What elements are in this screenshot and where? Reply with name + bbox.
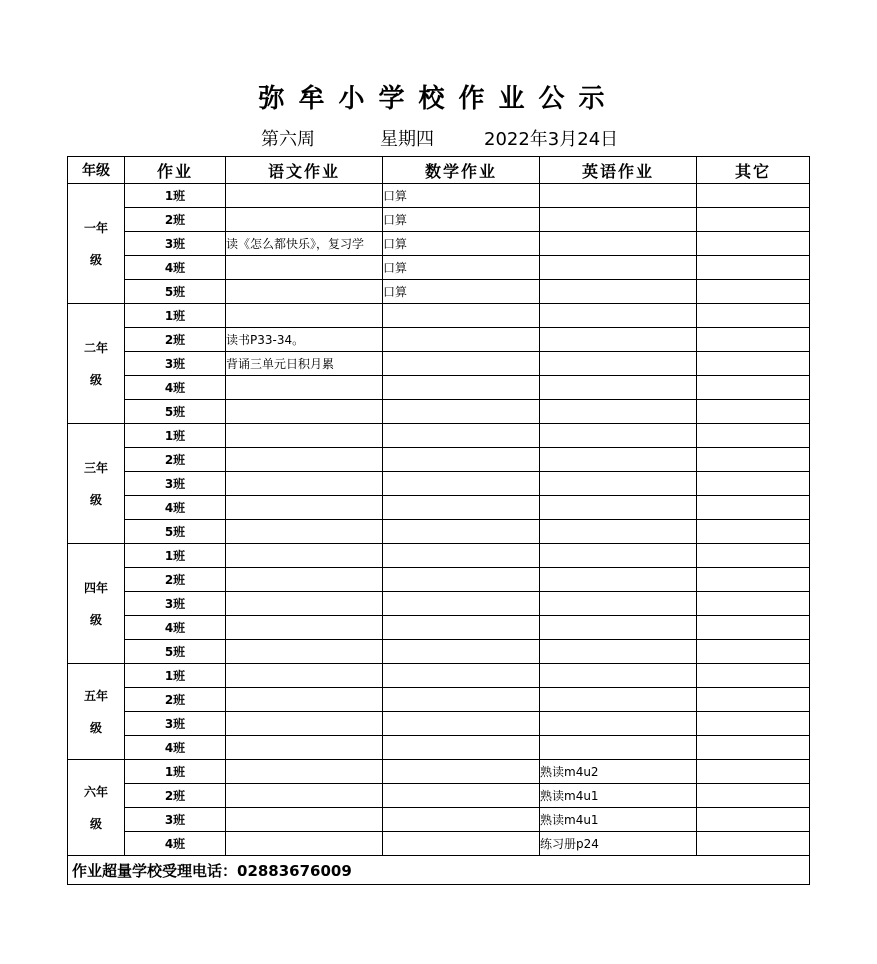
other-homework-cell (697, 352, 810, 376)
english-homework-cell (540, 640, 697, 664)
other-homework-cell (697, 664, 810, 688)
table-row (68, 808, 810, 832)
other-homework-cell (697, 616, 810, 640)
homework-table (67, 156, 810, 885)
english-homework-cell: 熟读m4u2 (540, 760, 697, 784)
math-homework-cell (383, 760, 540, 784)
english-homework-cell (540, 496, 697, 520)
other-homework-cell (697, 688, 810, 712)
chinese-homework-cell (226, 304, 383, 328)
math-homework-cell (383, 544, 540, 568)
math-homework-cell (383, 472, 540, 496)
english-homework-cell (540, 352, 697, 376)
table-row (68, 472, 810, 496)
math-homework-cell: 口算 (383, 232, 540, 256)
table-row (68, 832, 810, 856)
chinese-homework-cell (226, 832, 383, 856)
english-homework-cell (540, 424, 697, 448)
table-row (68, 280, 810, 304)
class-cell: 4班 (125, 256, 226, 280)
other-homework-cell (697, 520, 810, 544)
table-row (68, 616, 810, 640)
math-homework-cell (383, 376, 540, 400)
table-row (68, 760, 810, 784)
english-homework-cell (540, 520, 697, 544)
class-cell: 5班 (125, 400, 226, 424)
class-cell: 5班 (125, 640, 226, 664)
chinese-homework-cell (226, 208, 383, 232)
column-header-english: 英语作业 (540, 157, 697, 184)
chinese-homework-cell (226, 520, 383, 544)
column-header-other: 其它 (697, 157, 810, 184)
class-cell: 1班 (125, 760, 226, 784)
class-cell: 3班 (125, 712, 226, 736)
other-homework-cell (697, 760, 810, 784)
english-homework-cell (540, 184, 697, 208)
table-row (68, 544, 810, 568)
other-homework-cell (697, 424, 810, 448)
grade-cell: 一年 级 (68, 184, 125, 304)
math-homework-cell (383, 424, 540, 448)
english-homework-cell (540, 592, 697, 616)
other-homework-cell (697, 400, 810, 424)
english-homework-cell (540, 232, 697, 256)
math-homework-cell (383, 712, 540, 736)
class-cell: 1班 (125, 544, 226, 568)
chinese-homework-cell (226, 400, 383, 424)
math-homework-cell (383, 784, 540, 808)
date-label: 2022年3月24日 (484, 129, 619, 150)
class-cell: 2班 (125, 328, 226, 352)
other-homework-cell (697, 592, 810, 616)
other-homework-cell (697, 808, 810, 832)
grade-cell: 五年 级 (68, 664, 125, 760)
chinese-homework-cell (226, 640, 383, 664)
table-row (68, 184, 810, 208)
math-homework-cell (383, 400, 540, 424)
other-homework-cell (697, 472, 810, 496)
math-homework-cell (383, 592, 540, 616)
class-cell: 4班 (125, 616, 226, 640)
chinese-homework-cell (226, 496, 383, 520)
other-homework-cell (697, 496, 810, 520)
chinese-homework-cell (226, 280, 383, 304)
grade-cell: 六年 级 (68, 760, 125, 856)
class-cell: 2班 (125, 784, 226, 808)
english-homework-cell: 熟读m4u1 (540, 808, 697, 832)
column-header-grade: 年级 (68, 157, 125, 184)
math-homework-cell: 口算 (383, 256, 540, 280)
class-cell: 3班 (125, 352, 226, 376)
chinese-homework-cell (226, 736, 383, 760)
table-row (68, 496, 810, 520)
table-row (68, 376, 810, 400)
english-homework-cell (540, 328, 697, 352)
english-homework-cell (540, 544, 697, 568)
class-cell: 2班 (125, 688, 226, 712)
grade-cell: 四年 级 (68, 544, 125, 664)
class-cell: 3班 (125, 472, 226, 496)
complaint-phone-note: 作业超量学校受理电话：02883676009 (68, 856, 810, 885)
table-row (68, 688, 810, 712)
chinese-homework-cell (226, 472, 383, 496)
class-cell: 3班 (125, 808, 226, 832)
chinese-homework-cell (226, 808, 383, 832)
english-homework-cell (540, 712, 697, 736)
column-header-homework: 作业 (125, 157, 226, 184)
table-row (68, 640, 810, 664)
math-homework-cell (383, 832, 540, 856)
other-homework-cell (697, 544, 810, 568)
class-cell: 1班 (125, 664, 226, 688)
table-row (68, 664, 810, 688)
chinese-homework-cell (226, 424, 383, 448)
other-homework-cell (697, 208, 810, 232)
other-homework-cell (697, 232, 810, 256)
math-homework-cell (383, 304, 540, 328)
class-cell: 4班 (125, 736, 226, 760)
table-row (68, 784, 810, 808)
week-label: 第六周 (261, 129, 315, 150)
chinese-homework-cell (226, 184, 383, 208)
chinese-homework-cell (226, 664, 383, 688)
chinese-homework-cell (226, 448, 383, 472)
english-homework-cell (540, 400, 697, 424)
table-row (68, 304, 810, 328)
table-row (68, 592, 810, 616)
other-homework-cell (697, 568, 810, 592)
class-cell: 1班 (125, 184, 226, 208)
math-homework-cell (383, 736, 540, 760)
grade-cell: 二年 级 (68, 304, 125, 424)
english-homework-cell (540, 208, 697, 232)
chinese-homework-cell (226, 760, 383, 784)
chinese-homework-cell (226, 376, 383, 400)
column-header-chinese: 语文作业 (226, 157, 383, 184)
other-homework-cell (697, 784, 810, 808)
table-row (68, 712, 810, 736)
english-homework-cell (540, 280, 697, 304)
footer-row (68, 856, 810, 885)
class-cell: 2班 (125, 208, 226, 232)
english-homework-cell (540, 376, 697, 400)
math-homework-cell: 口算 (383, 280, 540, 304)
math-homework-cell: 口算 (383, 184, 540, 208)
other-homework-cell (697, 376, 810, 400)
math-homework-cell (383, 520, 540, 544)
math-homework-cell (383, 688, 540, 712)
chinese-homework-cell: 背诵三单元日积月累 (226, 352, 383, 376)
math-homework-cell (383, 448, 540, 472)
math-homework-cell (383, 640, 540, 664)
english-homework-cell (540, 616, 697, 640)
table-row (68, 208, 810, 232)
chinese-homework-cell (226, 256, 383, 280)
english-homework-cell (540, 448, 697, 472)
class-cell: 3班 (125, 232, 226, 256)
other-homework-cell (697, 448, 810, 472)
english-homework-cell (540, 256, 697, 280)
english-homework-cell (540, 736, 697, 760)
chinese-homework-cell (226, 712, 383, 736)
math-homework-cell (383, 568, 540, 592)
other-homework-cell (697, 184, 810, 208)
table-row (68, 232, 810, 256)
table-row (68, 400, 810, 424)
weekday-label: 星期四 (380, 129, 434, 150)
class-cell: 4班 (125, 832, 226, 856)
other-homework-cell (697, 832, 810, 856)
other-homework-cell (697, 640, 810, 664)
other-homework-cell (697, 736, 810, 760)
class-cell: 2班 (125, 448, 226, 472)
class-cell: 4班 (125, 376, 226, 400)
table-row (68, 256, 810, 280)
chinese-homework-cell (226, 616, 383, 640)
math-homework-cell (383, 496, 540, 520)
class-cell: 3班 (125, 592, 226, 616)
math-homework-cell (383, 328, 540, 352)
column-header-math: 数学作业 (383, 157, 540, 184)
other-homework-cell (697, 256, 810, 280)
class-cell: 1班 (125, 424, 226, 448)
chinese-homework-cell (226, 784, 383, 808)
english-homework-cell (540, 304, 697, 328)
math-homework-cell: 口算 (383, 208, 540, 232)
english-homework-cell (540, 664, 697, 688)
table-row (68, 424, 810, 448)
other-homework-cell (697, 712, 810, 736)
class-cell: 5班 (125, 520, 226, 544)
math-homework-cell (383, 664, 540, 688)
math-homework-cell (383, 352, 540, 376)
chinese-homework-cell (226, 592, 383, 616)
chinese-homework-cell (226, 568, 383, 592)
table-row (68, 448, 810, 472)
english-homework-cell: 练习册p24 (540, 832, 697, 856)
page-title: 弥牟小学校作业公示 (258, 84, 619, 114)
table-row (68, 568, 810, 592)
chinese-homework-cell (226, 544, 383, 568)
math-homework-cell (383, 808, 540, 832)
english-homework-cell: 熟读m4u1 (540, 784, 697, 808)
english-homework-cell (540, 472, 697, 496)
chinese-homework-cell: 读书P33-34。 (226, 328, 383, 352)
math-homework-cell (383, 616, 540, 640)
other-homework-cell (697, 328, 810, 352)
english-homework-cell (540, 568, 697, 592)
chinese-homework-cell: 读《怎么都快乐》，复习学 (226, 232, 383, 256)
class-cell: 5班 (125, 280, 226, 304)
table-row (68, 736, 810, 760)
chinese-homework-cell (226, 688, 383, 712)
other-homework-cell (697, 304, 810, 328)
table-header-row (68, 157, 810, 184)
class-cell: 1班 (125, 304, 226, 328)
class-cell: 2班 (125, 568, 226, 592)
table-row (68, 520, 810, 544)
grade-cell: 三年 级 (68, 424, 125, 544)
table-row (68, 352, 810, 376)
table-row (68, 328, 810, 352)
english-homework-cell (540, 688, 697, 712)
class-cell: 4班 (125, 496, 226, 520)
other-homework-cell (697, 280, 810, 304)
